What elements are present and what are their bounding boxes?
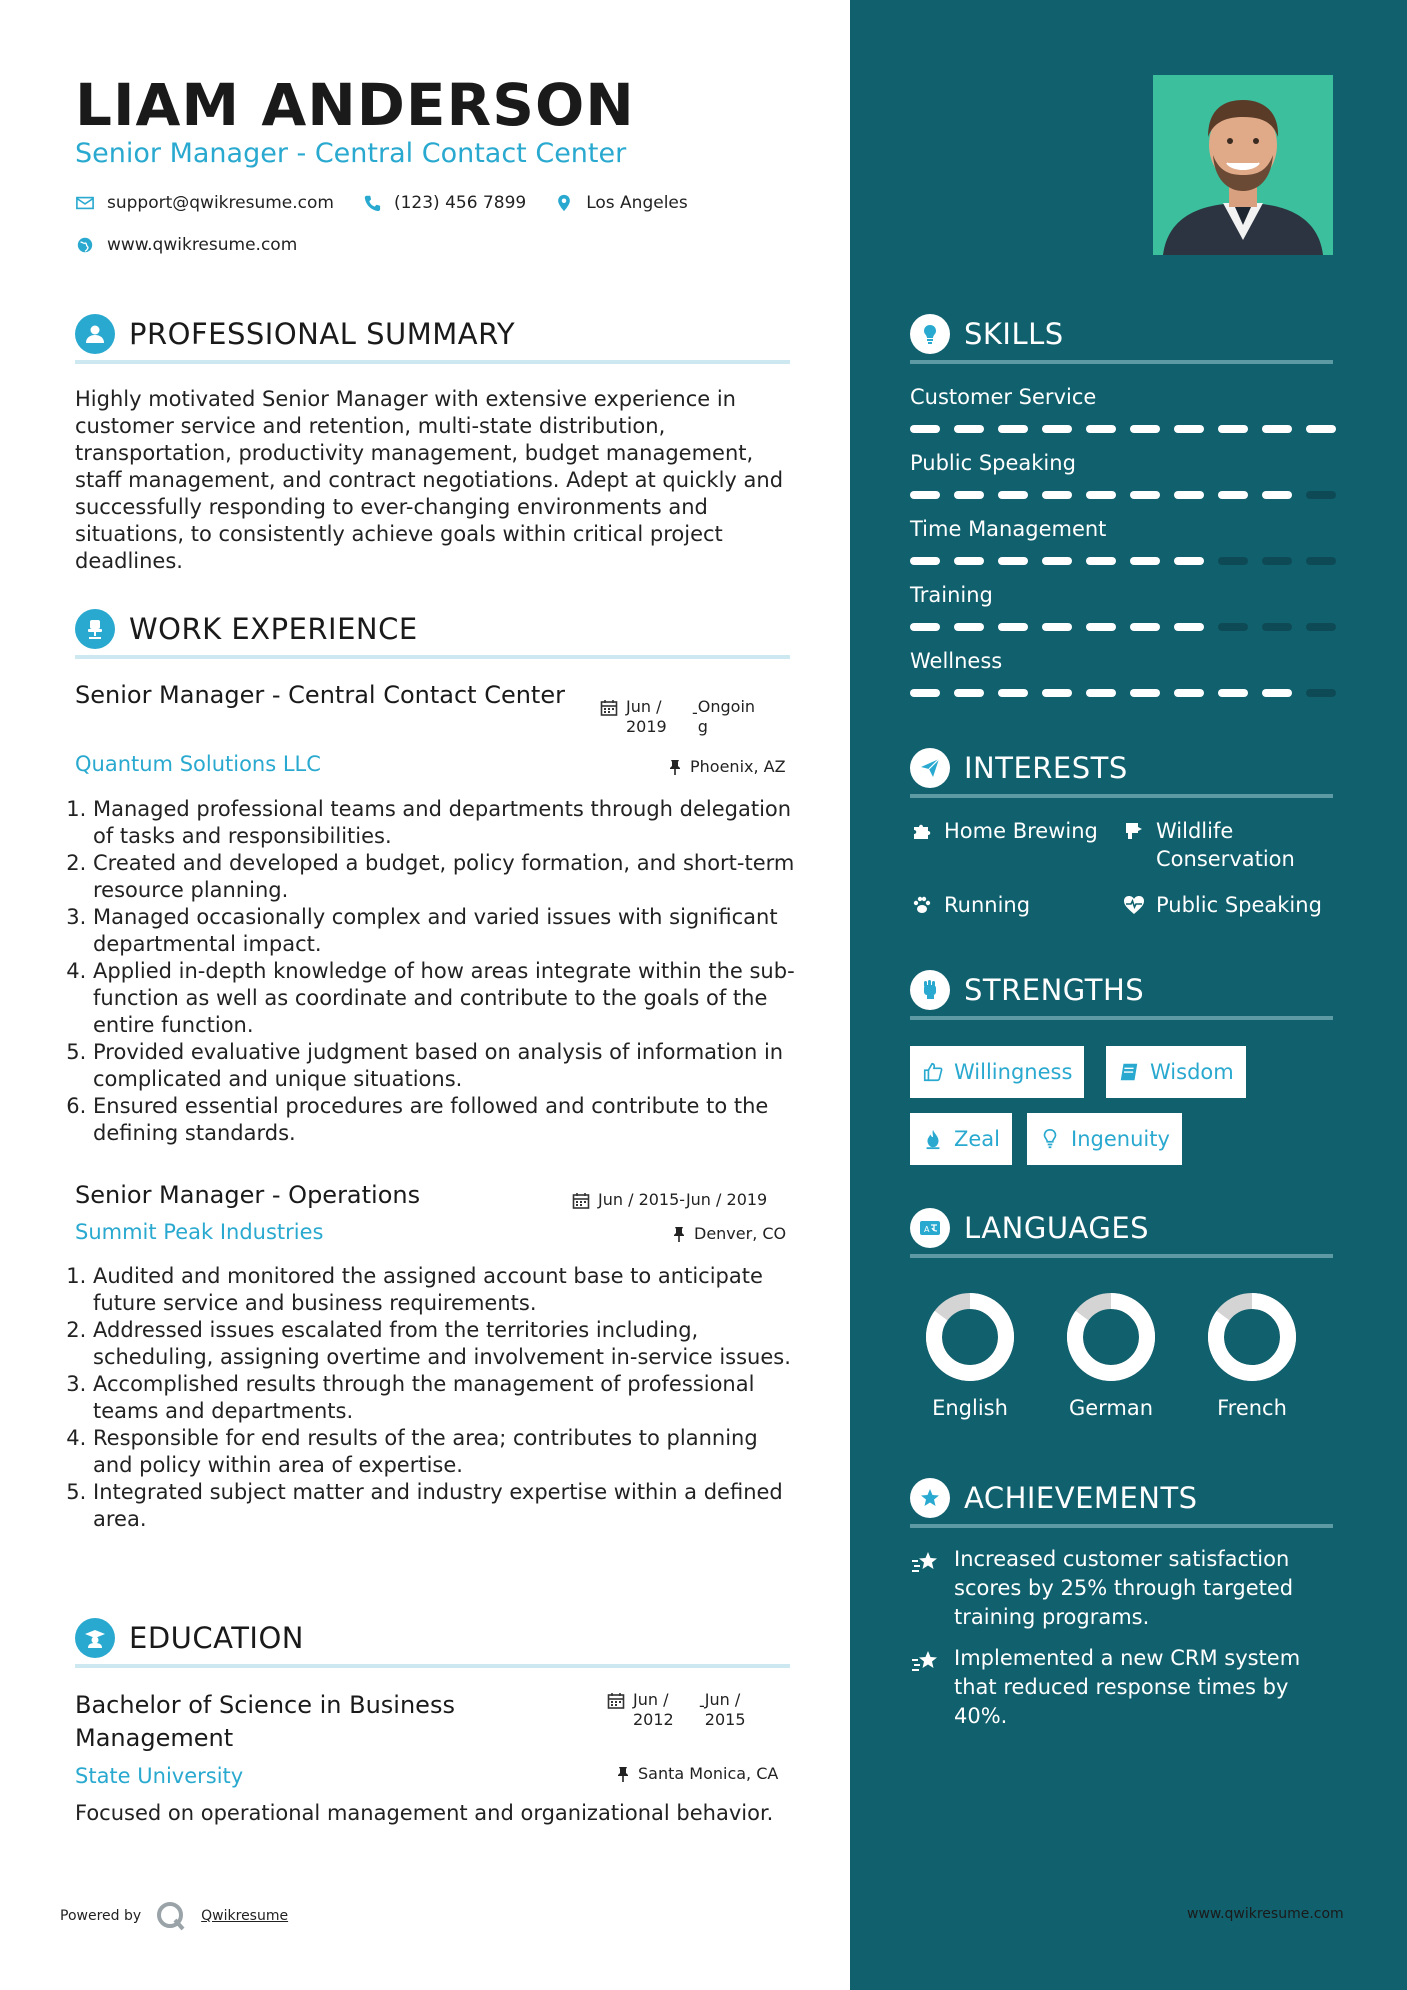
skill-dash bbox=[1042, 425, 1072, 433]
skill-dash bbox=[1262, 425, 1292, 433]
job-location: Denver, CO bbox=[672, 1224, 786, 1243]
strengths-heading: STRENGTHS bbox=[910, 964, 1333, 1020]
strength-chip: Ingenuity bbox=[1027, 1113, 1182, 1165]
list-item: 3. Accomplished results through the management of professional teams and departments. bbox=[93, 1371, 800, 1425]
strength-chip: Wisdom bbox=[1106, 1046, 1246, 1098]
skill-rating bbox=[910, 689, 1336, 697]
lightbulb-icon bbox=[1039, 1128, 1061, 1150]
skill-dash bbox=[1174, 491, 1204, 499]
contact-email[interactable]: support@qwikresume.com bbox=[107, 193, 334, 213]
skill-label: Wellness bbox=[910, 649, 1003, 673]
list-item: 3. Managed occasionally complex and varied issues with significant departmental impact. bbox=[93, 904, 800, 958]
globe-icon bbox=[75, 236, 95, 254]
map-pin-icon bbox=[554, 194, 574, 212]
website-row bbox=[75, 235, 315, 255]
skill-dash bbox=[954, 623, 984, 631]
skill-dash bbox=[1174, 689, 1204, 697]
skill-label: Time Management bbox=[910, 517, 1107, 541]
flame-icon bbox=[922, 1128, 944, 1150]
education-location: Santa Monica, CA bbox=[616, 1764, 778, 1783]
language-icon bbox=[910, 1208, 950, 1248]
job-duties bbox=[75, 1263, 800, 1533]
list-item: 4. Applied in-depth knowledge of how areas integrate within the sub-function as well as coordinate and contribute to the goals of the entire function. bbox=[93, 958, 800, 1039]
interest-item: Home Brewing bbox=[910, 817, 1098, 845]
puzzle-icon bbox=[910, 819, 934, 843]
achievement-item: Implemented a new CRM system that reduced response times by 40%. bbox=[910, 1644, 1330, 1731]
skill-dash bbox=[1130, 689, 1160, 697]
interest-item: Running bbox=[910, 891, 1030, 919]
education-description: Focused on operational management and organizational behavior. bbox=[75, 1801, 774, 1825]
skill-rating bbox=[910, 623, 1336, 631]
job-title: Senior Manager - Operations bbox=[75, 1181, 421, 1209]
skill-rating bbox=[910, 557, 1336, 565]
calendar-icon bbox=[572, 1192, 590, 1210]
skill-dash bbox=[998, 425, 1028, 433]
skill-dash bbox=[1086, 425, 1116, 433]
skill-dash bbox=[1086, 491, 1116, 499]
powered-by: Powered by Qwikresume bbox=[60, 1900, 288, 1932]
contact-phone[interactable]: (123) 456 7899 bbox=[393, 193, 527, 213]
language-item: English bbox=[915, 1292, 1025, 1420]
pushpin-icon bbox=[616, 1766, 630, 1782]
skill-label: Training bbox=[910, 583, 993, 607]
qwikresume-logo-icon bbox=[155, 1900, 187, 1932]
skill-rating bbox=[910, 425, 1336, 433]
skill-dash bbox=[1218, 689, 1248, 697]
job-title: Senior Manager - Central Contact Center bbox=[75, 681, 565, 709]
skill-dash bbox=[1306, 425, 1336, 433]
skill-dash bbox=[1130, 425, 1160, 433]
skill-dash bbox=[998, 689, 1028, 697]
job-location: Phoenix, AZ bbox=[668, 757, 786, 776]
skill-dash bbox=[1218, 491, 1248, 499]
skill-dash bbox=[954, 425, 984, 433]
user-icon bbox=[75, 314, 115, 354]
list-item: 6. Ensured essential procedures are followed and contribute to the defining standards. bbox=[93, 1093, 800, 1147]
skill-dash bbox=[910, 689, 940, 697]
profile-photo bbox=[1153, 75, 1333, 255]
company-name: Summit Peak Industries bbox=[75, 1220, 324, 1244]
skill-dash bbox=[1262, 689, 1292, 697]
phone-icon bbox=[362, 194, 382, 212]
language-ring bbox=[1207, 1292, 1297, 1382]
degree-title: Bachelor of Science in Business Management bbox=[75, 1691, 455, 1752]
skill-dash bbox=[1174, 425, 1204, 433]
education-date: Jun / 2012 - Jun / 2015 bbox=[607, 1690, 755, 1730]
contact-location: Los Angeles bbox=[586, 193, 688, 213]
experience-heading: WORK EXPERIENCE bbox=[75, 603, 790, 659]
calendar-icon bbox=[600, 699, 618, 717]
paper-plane-icon bbox=[910, 748, 950, 788]
list-item: 2. Addressed issues escalated from the territories including, scheduling, assigning overtime and involvement in-service issues. bbox=[93, 1317, 800, 1371]
candidate-name: LIAM ANDERSON bbox=[75, 71, 635, 139]
skills-heading: SKILLS bbox=[910, 308, 1333, 364]
language-item: German bbox=[1056, 1292, 1166, 1420]
skill-dash bbox=[1218, 557, 1248, 565]
shooting-star-icon bbox=[910, 1549, 942, 1577]
paw-icon bbox=[910, 893, 934, 917]
skill-dash bbox=[1086, 623, 1116, 631]
list-item: 1. Managed professional teams and departments through delegation of tasks and responsibilities. bbox=[93, 796, 800, 850]
achievements-heading: ACHIEVEMENTS bbox=[910, 1472, 1333, 1528]
list-item: 5. Integrated subject matter and industry expertise within a defined area. bbox=[93, 1479, 800, 1533]
candidate-title: Senior Manager - Central Contact Center bbox=[75, 138, 627, 169]
graduate-icon bbox=[75, 1618, 115, 1658]
skill-label: Customer Service bbox=[910, 385, 1097, 409]
skill-dash bbox=[1174, 623, 1204, 631]
skill-dash bbox=[1130, 557, 1160, 565]
star-badge-icon bbox=[910, 1478, 950, 1518]
skill-dash bbox=[998, 623, 1028, 631]
skill-dash bbox=[1306, 689, 1336, 697]
skill-dash bbox=[910, 491, 940, 499]
skill-label: Public Speaking bbox=[910, 451, 1076, 475]
language-item: French bbox=[1197, 1292, 1307, 1420]
office-chair-icon bbox=[75, 609, 115, 649]
pushpin-icon bbox=[672, 1226, 686, 1242]
job-duties bbox=[75, 796, 800, 1147]
lightbulb-icon bbox=[910, 314, 950, 354]
languages-heading: A LANGUAGES bbox=[910, 1202, 1333, 1258]
skill-rating bbox=[910, 491, 1336, 499]
strength-chip: Zeal bbox=[910, 1113, 1012, 1165]
job-date: Jun / 2015-Jun / 2019 bbox=[572, 1190, 767, 1210]
skill-dash bbox=[998, 491, 1028, 499]
skill-dash bbox=[1262, 557, 1292, 565]
calendar-icon bbox=[607, 1692, 625, 1710]
skill-dash bbox=[1218, 425, 1248, 433]
thumbs-up-icon bbox=[922, 1061, 944, 1083]
skill-dash bbox=[954, 557, 984, 565]
list-item: 5. Provided evaluative judgment based on analysis of information in complicated and unique situations. bbox=[93, 1039, 800, 1093]
skill-dash bbox=[998, 557, 1028, 565]
shooting-star-icon bbox=[910, 1648, 942, 1676]
svg-text:A: A bbox=[924, 1225, 930, 1234]
skill-dash bbox=[1086, 557, 1116, 565]
skill-dash bbox=[910, 623, 940, 631]
summary-heading: PROFESSIONAL SUMMARY bbox=[75, 308, 790, 364]
skill-dash bbox=[1174, 557, 1204, 565]
summary-text: Highly motivated Senior Manager with extensive experience in customer service and retention, multi-state distribution, transportation, productivity management, budget management, staff management, and contract negotiations. Adept at quickly and successfully responding to ever-changing environments and situations, to consistently achieve goals within critical project deadlines. bbox=[75, 387, 784, 573]
skill-dash bbox=[1306, 623, 1336, 631]
wildlife-icon bbox=[1122, 819, 1146, 843]
interest-item: Wildlife Conservation bbox=[1122, 817, 1322, 873]
company-name: Quantum Solutions LLC bbox=[75, 752, 321, 776]
skill-dash bbox=[1306, 557, 1336, 565]
contact-row bbox=[75, 193, 706, 213]
skill-dash bbox=[954, 689, 984, 697]
qwikresume-link[interactable]: Qwikresume bbox=[201, 1908, 289, 1924]
language-ring bbox=[1066, 1292, 1156, 1382]
strength-chip: Willingness bbox=[910, 1046, 1084, 1098]
skill-dash bbox=[1130, 623, 1160, 631]
skill-dash bbox=[1262, 491, 1292, 499]
heartbeat-icon bbox=[1122, 893, 1146, 917]
footer-url[interactable]: www.qwikresume.com bbox=[1187, 1906, 1344, 1922]
envelope-icon bbox=[75, 194, 95, 212]
list-item: 2. Created and developed a budget, policy formation, and short-term resource planning. bbox=[93, 850, 800, 904]
contact-website[interactable]: www.qwikresume.com bbox=[107, 235, 298, 255]
skill-dash bbox=[1130, 491, 1160, 499]
skill-dash bbox=[1042, 689, 1072, 697]
skill-dash bbox=[1262, 623, 1292, 631]
skill-dash bbox=[1042, 557, 1072, 565]
list-item: 1. Audited and monitored the assigned account base to anticipate future service and business requirements. bbox=[93, 1263, 800, 1317]
interests-heading: INTERESTS bbox=[910, 742, 1333, 798]
education-heading: EDUCATION bbox=[75, 1612, 790, 1668]
skill-dash bbox=[1306, 491, 1336, 499]
skill-dash bbox=[1218, 623, 1248, 631]
book-icon bbox=[1118, 1061, 1140, 1083]
list-item: 4. Responsible for end results of the area; contributes to planning and policy within area of expertise. bbox=[93, 1425, 800, 1479]
skill-dash bbox=[1042, 623, 1072, 631]
skill-dash bbox=[1086, 689, 1116, 697]
pushpin-icon bbox=[668, 759, 682, 775]
achievement-item: Increased customer satisfaction scores by 25% through targeted training programs. bbox=[910, 1545, 1330, 1632]
skill-dash bbox=[910, 557, 940, 565]
skill-dash bbox=[910, 425, 940, 433]
job-date: Jun / 2019 - Ongoing bbox=[600, 697, 760, 737]
skill-dash bbox=[1042, 491, 1072, 499]
skill-dash bbox=[954, 491, 984, 499]
fist-icon bbox=[910, 970, 950, 1010]
school-name: State University bbox=[75, 1764, 244, 1788]
interest-item: Public Speaking bbox=[1122, 891, 1322, 919]
language-ring bbox=[925, 1292, 1015, 1382]
